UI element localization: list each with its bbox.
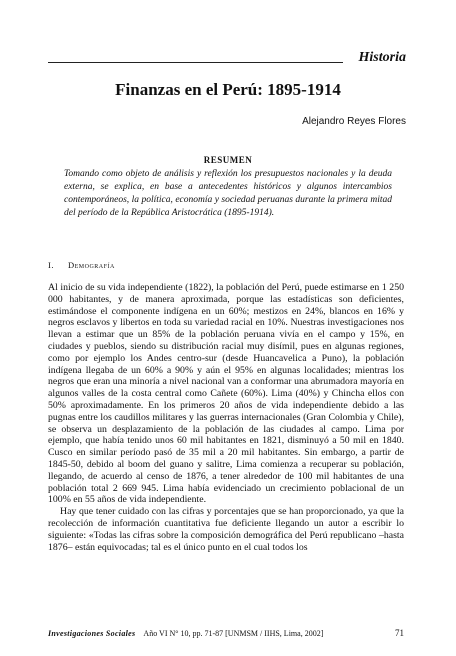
abstract-heading: RESUMEN [203, 155, 253, 165]
footer-citation: Año VI N° 10, pp. 71-87 [UNMSM / IIHS, Lima, 2002] [143, 629, 324, 638]
body-paragraph-2: Hay que tener cuidado con las cifras y porcentajes que se han proporcionado, ya que la recolección de información cuantitativa fue deficiente llegando un autor a escribir lo siguiente: «Todas las cifras sobre la composición demográfica del Perú republicano –hasta 1876– están equivocadas; tal es el único punto en el cual todos los [48, 506, 404, 553]
page-footer [48, 629, 404, 638]
body-paragraph-1: Al inicio de su vida independiente (1822), la población del Perú, puede estimarse en 1 250 000 habitantes, y de manera aproximada, porque las estadísticas son deficientes, estimándose el componente indígena en un 60%; mestizos en 24%, blancos en 16% y negros esclavos y libertos en toda su variedad racial en 10%. Nuestras investigaciones nos llevan a estimar que un 85% de la población peruana vivía en el campo y 15%, en ciudades y pueblos, siendo su distribución racial muy disímil, pues en algunas regiones, como por ejemplo los Andes centro-sur (desde Huancavelica a Puno), la población indígena llegaba de un 60% a 90% y aún el 95% en algunas localidades; mientras los negros que eran una minoría a nivel nacional van a conformar una abrumadora mayoría en algunos valles de la costa central como Cañete (60%). Lima (40%) y Chincha ellos con 50% aproximadamente. En los primeros 20 años de vida independiente debido a las pugnas entre los caudillos militares y las guerras internacionales (Gran Colombia y Chile), se observa un desplazamiento de la población de las ciudades al campo. Lima por ejemplo, que había tenido unos 60 mil habitantes en 1821, disminuyó a 50 mil en 1840. Cusco en similar período pasó de 35 mil a 20 mil habitantes. Sin embargo, a partir de 1845-50, debido al boom del guano y salitre, Lima comienza a recuperar su población, llegando, de acuerdo al censo de 1876, a tener alrededor de 100 mil habitantes de una población total 2 669 945. Lima había evidenciado un crecimiento poblacional de un 100% en 55 años de vida independiente. [48, 282, 404, 506]
article-author: Alejandro Reyes Flores [302, 116, 406, 127]
article-title: Finanzas en el Perú: 1895-1914 [115, 80, 341, 99]
footer-journal: Investigaciones Sociales [48, 629, 136, 638]
header-rule [48, 62, 343, 63]
page-number: 71 [395, 628, 404, 638]
section-number: I. [48, 260, 54, 270]
section-title: Demografía [67, 260, 115, 270]
abstract-text: Tomando como objeto de análisis y reflexión los presupuestos nacionales y la deuda externa, se explica, en base a antecedentes históricos y algunos intercambios contemporáneos, la política, economía y sociedad peruanas durante la primera mitad del período de la República Aristocrática (1895-1914). [64, 169, 392, 218]
section-tag: Historia [358, 50, 406, 65]
section-heading [48, 260, 115, 270]
body-text [48, 282, 404, 553]
